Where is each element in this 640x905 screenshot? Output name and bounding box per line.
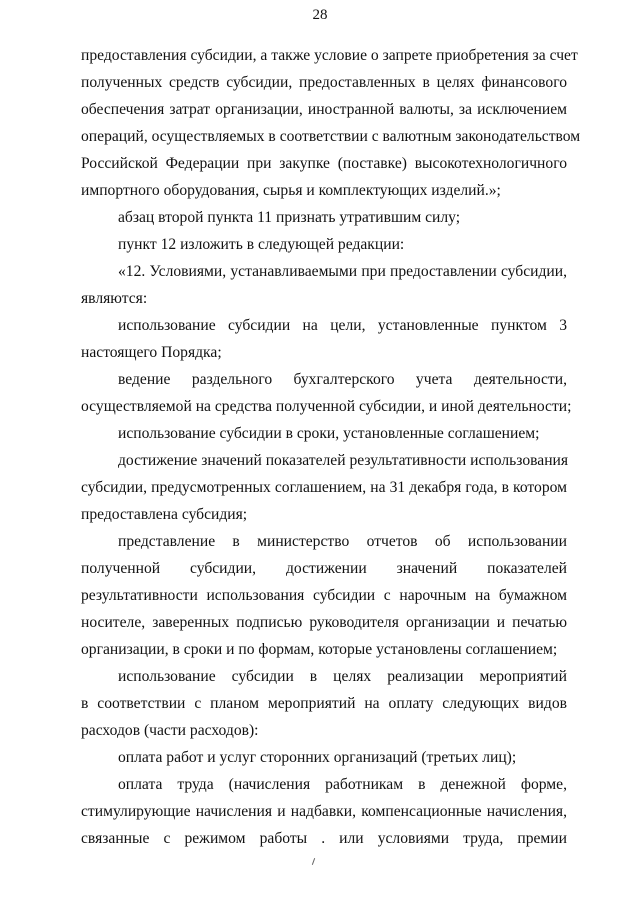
text-line: предоставления субсидии, а также условие о запрете приобретения за счет — [81, 47, 578, 64]
text-line: Российской Федерации при закупке (поставке) высокотехнологичного — [81, 155, 567, 172]
text-line: предоставлена субсидия; — [81, 506, 248, 523]
text-line: осуществляемой на средства полученной субсидии, и иной деятельности; — [81, 398, 572, 415]
text-line: связанные с режимом работы . или условиями труда, премии — [81, 830, 567, 847]
text-line: «12. Условиями, устанавливаемыми при предоставлении субсидии, — [118, 263, 567, 280]
text-line: использование субсидии на цели, установленные пунктом 3 — [118, 317, 567, 334]
text-line: полученной субсидии, достижении значений показателей — [81, 560, 567, 577]
text-line: ведение раздельного бухгалтерского учета деятельности, — [118, 371, 567, 388]
text-line: полученных средств субсидии, предоставленных в целях финансового — [81, 74, 567, 91]
text-line: операций, осуществляемых в соответствии с валютным законодательством — [81, 128, 581, 145]
text-line: расходов (части расходов): — [81, 722, 259, 739]
text-line: стимулирующие начисления и надбавки, компенсационные начисления, — [81, 803, 567, 820]
text-line: носителе, заверенных подписью руководителя организации и печатью — [81, 614, 567, 631]
text-line: оплата труда (начисления работникам в денежной форме, — [118, 776, 567, 793]
text-line: обеспечения затрат организации, иностранной валюты, за исключением — [81, 101, 567, 118]
text-line: являются: — [81, 290, 148, 307]
text-line: импортного оборудования, сырья и комплектующих изделий.»; — [81, 182, 501, 199]
text-line: абзац второй пункта 11 признать утратившим силу; — [118, 209, 461, 226]
text-line: субсидии, предусмотренных соглашением, на 31 декабря года, в котором — [81, 479, 567, 496]
text-line: использование субсидии в целях реализации мероприятий — [118, 668, 567, 685]
text-line: организации, в сроки и по формам, которые установлены соглашением; — [81, 641, 558, 658]
text-line: использование субсидии в сроки, установленные соглашением; — [118, 425, 540, 442]
text-line: достижение значений показателей результативности использования — [118, 452, 569, 469]
text-line: пункт 12 изложить в следующей редакции: — [118, 236, 405, 253]
page-number: 28 — [312, 7, 328, 23]
text-line: результативности использования субсидии с нарочным на бумажном — [81, 587, 567, 604]
text-line: представление в министерство отчетов об использовании — [118, 533, 567, 550]
text-line: в соответствии с планом мероприятий на оплату следующих видов — [81, 695, 567, 712]
scan-speck — [312, 858, 315, 865]
text-line: настоящего Порядка; — [81, 344, 222, 361]
text-line: оплата работ и услуг сторонних организаций (третьих лиц); — [118, 749, 517, 766]
